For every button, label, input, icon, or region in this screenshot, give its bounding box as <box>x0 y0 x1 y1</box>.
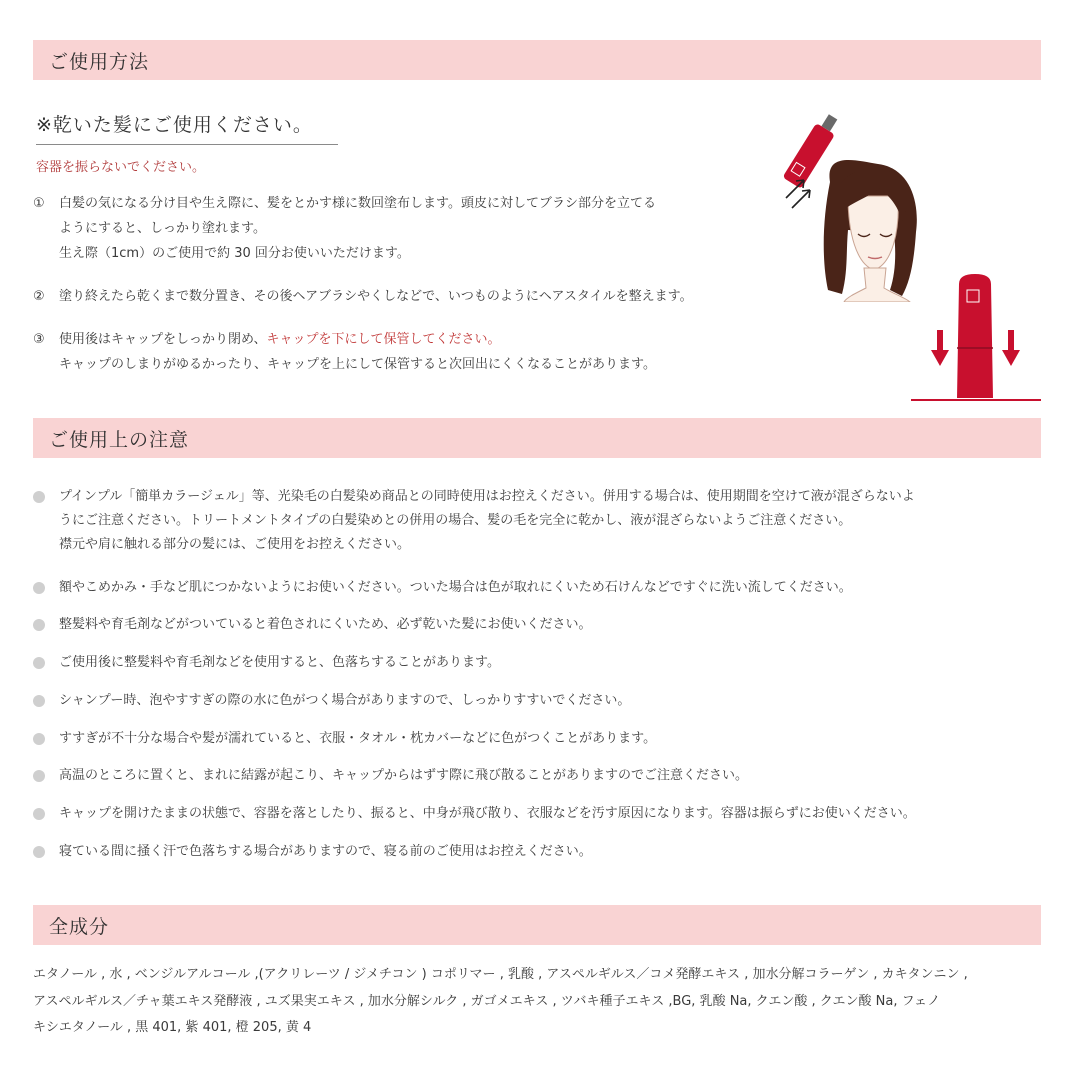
caution-line: うにご注意ください。トリートメントタイプの白髪染めとの併用の場合、髪の毛を完全に乾かし、液が混ざらないようご注意ください。 <box>59 513 852 528</box>
down-arrow-icon <box>1002 330 1020 366</box>
product-tube-illustration <box>957 274 993 398</box>
caution-item <box>33 485 1043 557</box>
ingredients-line: エタノール , 水 , ベンジルアルコール ,(アクリレーツ / ジメチコン ) コポリマー , 乳酸 , アスペルギルス／コメ発酵エキス , 加水分解コラーゲン , カキタンニン , <box>33 967 968 982</box>
step-line <box>59 327 656 352</box>
bullet-icon <box>33 846 45 858</box>
step-text: 使用後はキャップをしっかり閉め、 <box>59 332 267 347</box>
ingredients-line: アスペルギルス／チャ葉エキス発酵液 , ユズ果実エキス , 加水分解シルク , ガゴメエキス , ツバキ種子エキス ,BG, 乳酸 Na, クエン酸 , クエン酸 Na, フェノ <box>33 993 941 1009</box>
caution-line: キャップを開けたままの状態で、容器を落としたり、振ると、中身が飛び散り、衣服などを汚す原因になります。容器は振らずにお使いください。 <box>59 806 916 821</box>
caution-line: すすぎが不十分な場合や髪が濡れていると、衣服・タオル・枕カバーなどに色がつくことがあります。 <box>59 731 657 746</box>
storage-highlight: キャップを下にして保管してください。 <box>266 332 501 347</box>
ingredients-list <box>33 962 1043 1042</box>
caution-item <box>33 651 1043 675</box>
step-line: 生え際（1cm）のご使用で約 30 回分お使いいただけます。 <box>59 246 410 261</box>
caution-item <box>33 689 1043 713</box>
caution-line: プインプル「簡単カラージェル」等、光染毛の白髪染め商品との同時使用はお控えください。併用する場合は、使用期間を空けて液が混ざらないよ <box>59 489 915 504</box>
caution-line: シャンプー時、泡やすすぎの際の水に色がつく場合がありますので、しっかりすすいでください。 <box>59 693 631 708</box>
bullet-icon <box>33 733 45 745</box>
dry-hair-subheading: ※乾いた髪にご使用ください。 <box>36 106 338 145</box>
bullet-icon <box>33 808 45 820</box>
bullet-icon <box>33 619 45 631</box>
bullet-icon <box>33 491 45 503</box>
product-storage-illustration <box>905 272 1045 404</box>
bullet-icon <box>33 582 45 594</box>
step-1 <box>33 191 656 266</box>
down-arrow-icon <box>931 330 949 366</box>
bullet-icon <box>33 657 45 669</box>
step-number: ③ <box>33 332 45 347</box>
caution-item <box>33 802 1043 826</box>
caution-line: 高温のところに置くと、まれに結露が起こり、キャップからはずす際に飛び散ることがありますのでご注意ください。 <box>59 768 749 783</box>
caution-line: ご使用後に整髪料や育毛剤などを使用すると、色落ちすることがあります。 <box>59 655 500 670</box>
caution-line: 寝ている間に掻く汗で色落ちする場合がありますので、寝る前のご使用はお控えください。 <box>59 844 592 859</box>
step-line: キャップのしまりがゆるかったり、キャップを上にして保管すると次回出にくくなることがあります。 <box>59 357 656 372</box>
caution-item <box>33 764 1043 788</box>
caution-line: 整髪料や育毛剤などがついていると着色されにくいため、必ず乾いた髪にお使いください。 <box>59 617 592 632</box>
usage-header-band <box>33 40 1041 80</box>
no-shake-warning: 容器を振らないでください。 <box>36 160 206 175</box>
step-number: ① <box>33 196 45 211</box>
step-number: ② <box>33 289 45 304</box>
cautions-header: ご使用上の注意 <box>49 428 190 451</box>
usage-header: ご使用方法 <box>49 50 150 73</box>
caution-item <box>33 840 1043 864</box>
caution-line: 額やこめかみ・手など肌につかないようにお使いください。ついた場合は色が取れにくいため石けんなどですぐに洗い流してください。 <box>59 580 852 595</box>
cautions-header-band <box>33 418 1041 458</box>
step-3 <box>33 327 656 377</box>
caution-item <box>33 727 1043 751</box>
step-line: 白髪の気になる分け目や生え際に、髪をとかす様に数回塗布します。頭皮に対してブラシ部分を立てる <box>59 196 656 211</box>
caution-line: 襟元や肩に触れる部分の髪には、ご使用をお控えください。 <box>59 537 411 552</box>
step-2 <box>33 284 693 309</box>
caution-item <box>33 613 1043 637</box>
bullet-icon <box>33 770 45 782</box>
caution-item <box>33 576 1043 600</box>
bullet-icon <box>33 695 45 707</box>
step-line: ようにすると、しっかり塗れます。 <box>59 221 266 236</box>
ingredients-line: キシエタノール , 黒 401, 紫 401, 橙 205, 黄 4 <box>33 1020 312 1035</box>
ingredients-header: 全成分 <box>49 915 110 938</box>
ingredients-header-band <box>33 905 1041 945</box>
step-line: 塗り終えたら乾くまで数分置き、その後ヘアブラシやくしなどで、いつものようにヘアスタイルを整えます。 <box>59 289 693 304</box>
